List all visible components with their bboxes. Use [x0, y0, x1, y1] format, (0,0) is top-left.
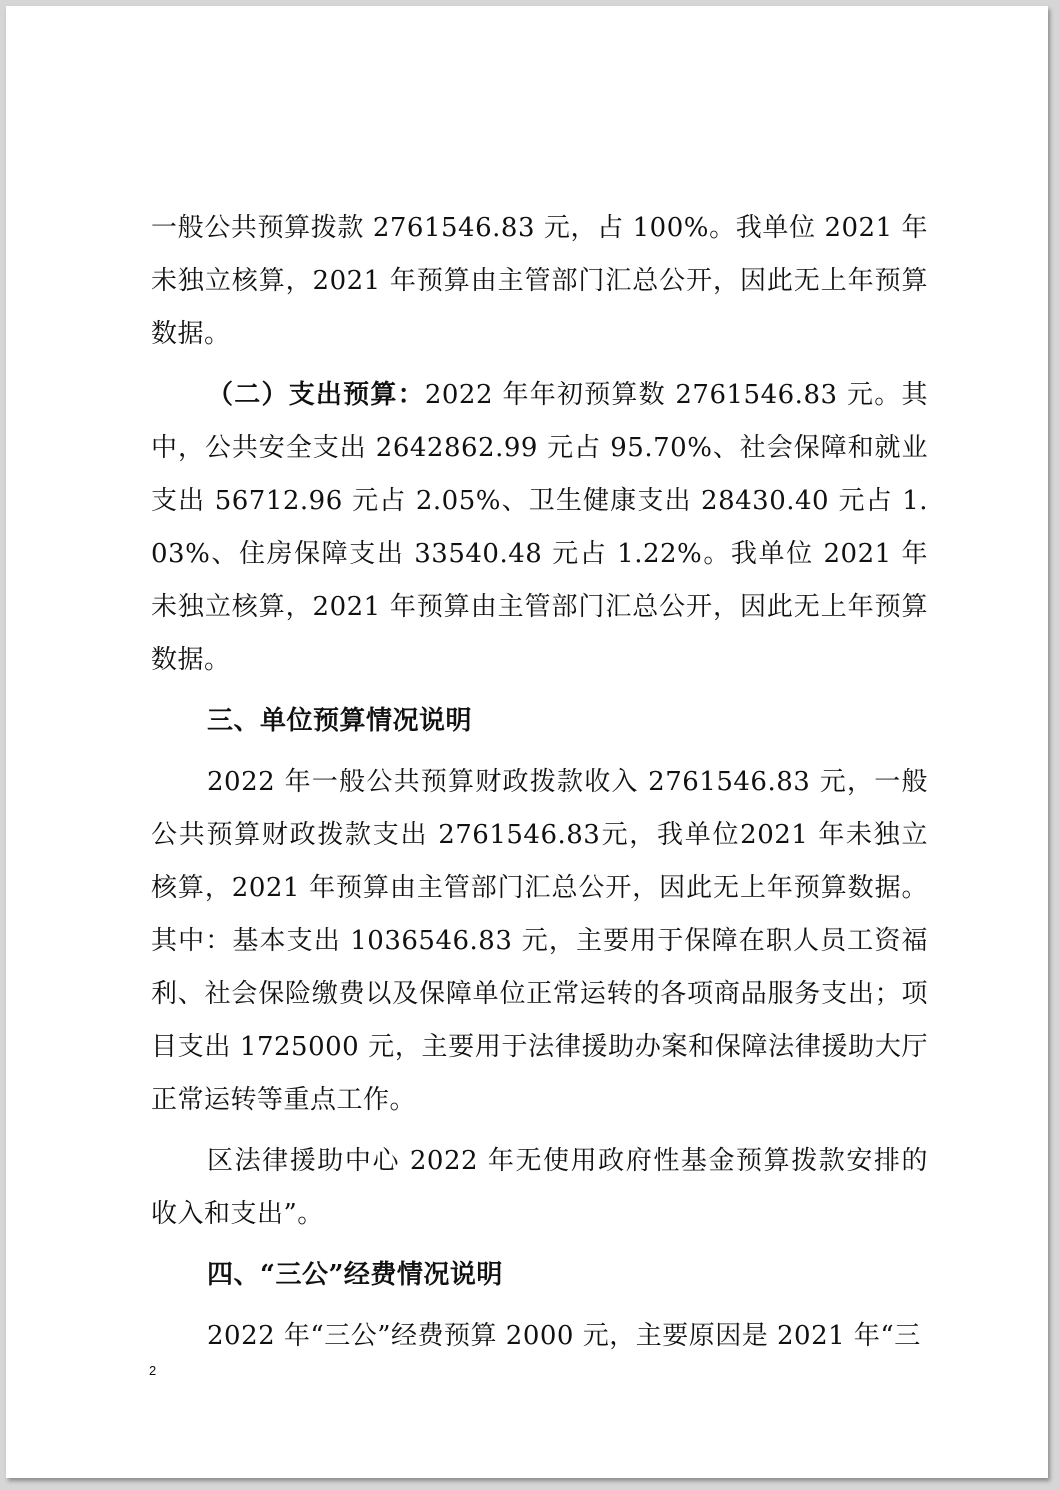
- paragraph-government-fund: 区法律援助中心 2022 年无使用政府性基金预算拨款安排的收入和支出”。: [151, 1146, 928, 1229]
- section-heading-three-public-expenses: 四、“三公”经费情况说明: [207, 1260, 503, 1290]
- paragraph-unit-budget: 2022 年一般公共预算财政拨款收入 2761546.83 元，一般公共预算财政拨款支出 2761546.83元，我单位2021 年未独立核算，2021 年预算由主管部门汇总公开，因此无上年预算数据。其中：基本支出 1036546.83 元，主要用于保障在职人员工资福利、社会保险缴费以及保障单位正常运转的各项商品服务支出；项目支出 1725000 元，主要用于法律援助办案和保障法律援助大厅正常运转等重点工作。: [151, 767, 928, 1115]
- document-page: [6, 6, 1048, 1478]
- paragraph-three-public-expenses: 2022 年“三公”经费预算 2000 元，主要原因是 2021 年“三: [207, 1321, 921, 1351]
- document-body: [151, 202, 928, 1371]
- subheading-expenditure-budget: （二）支出预算：: [207, 380, 425, 410]
- expenditure-budget-text: 2022 年年初预算数 2761546.83 元。其中，公共安全支出 2642862.99 元占 95.70%、社会保障和就业支出 56712.96 元占 2.05%、卫生健康支出 28430.40 元占 1.03%、住房保障支出 33540.48 元占 1.22%。我单位 2021 年未独立核算，2021 年预算由主管部门汇总公开，因此无上年预算数据。: [151, 380, 928, 675]
- section-heading-unit-budget: 三、单位预算情况说明: [207, 706, 473, 736]
- paragraph-revenue-budget: 一般公共预算拨款 2761546.83 元，占 100%。我单位 2021 年未独立核算，2021 年预算由主管部门汇总公开，因此无上年预算数据。: [151, 213, 928, 349]
- paragraph-expenditure-budget: [151, 369, 928, 687]
- page-number: 2: [149, 1363, 157, 1378]
